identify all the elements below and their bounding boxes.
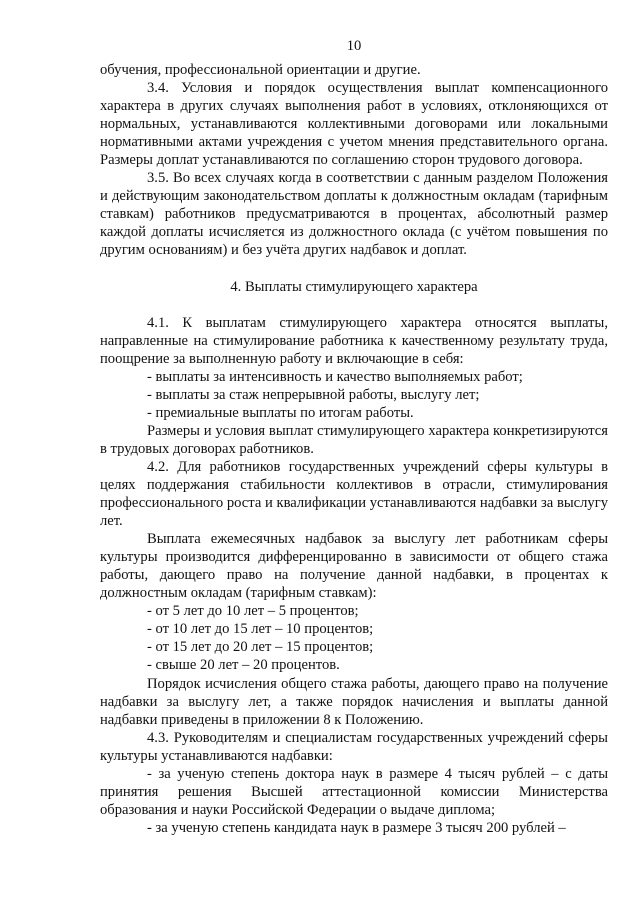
paragraph: Выплата ежемесячных надбавок за выслугу лет работникам сферы культуры производится дифференцированно в зависимости от общего стажа работы, дающего право на получение данной надбавки, в процентах к должностным окладам (тарифным ставкам):	[100, 531, 608, 602]
paragraph-3-4: 3.4. Условия и порядок осуществления выплат компенсационного характера в других случаях выполнения работ в условиях, отклоняющихся от нормальных, устанавливаются коллективными договорами или локальными нормативными актами учреждения с учетом мнения представительного органа. Размеры доплат устанавливаются по соглашению сторон трудового договора.	[100, 80, 608, 169]
page-number: 10	[346, 38, 362, 54]
paragraph: обучения, профессиональной ориентации и другие.	[100, 62, 421, 78]
paragraph: Размеры и условия выплат стимулирующего характера конкретизируются в трудовых договорах работников.	[100, 422, 608, 457]
list-item: - от 5 лет до 10 лет – 5 процентов;	[147, 603, 359, 620]
section-4-body	[100, 314, 608, 837]
list-item: - за ученую степень доктора наук в размере 4 тысяч рублей – с даты принятия решения Высшей аттестационной комиссии Министерства образования и науки Российской Федерации о выдаче диплома;	[100, 765, 608, 818]
document-page	[100, 0, 608, 837]
section-3-continued	[100, 61, 608, 260]
list-item: - от 15 лет до 20 лет – 15 процентов;	[147, 639, 374, 656]
section-heading: 4. Выплаты стимулирующего характера	[230, 278, 478, 295]
list-item: - свыше 20 лет – 20 процентов.	[147, 657, 340, 674]
paragraph: Порядок исчисления общего стажа работы, дающего право на получение надбавки за выслугу лет, а также порядок начисления и выплаты данной надбавки приведены в приложении 8 к Положению.	[100, 675, 608, 728]
paragraph-4-1: 4.1. К выплатам стимулирующего характера относятся выплаты, направленные на стимулирование работника к качественному результату труда, поощрение за выполненную работу и включающие в себя:	[100, 314, 608, 367]
paragraph-4-2: 4.2. Для работников государственных учреждений сферы культуры в целях поддержания стабильности коллективов в отрасли, стимулирования профессионального роста и квалификации устанавливаются надбавки за выслугу лет.	[100, 458, 608, 530]
list-item: - выплаты за интенсивность и качество выполняемых работ;	[147, 368, 523, 385]
paragraph-4-3: 4.3. Руководителям и специалистам государственных учреждений сферы культуры устанавливаются надбавки:	[100, 729, 608, 764]
list-item: - за ученую степень кандидата наук в размере 3 тысяч 200 рублей –	[147, 819, 566, 836]
list-item: - от 10 лет до 15 лет – 10 процентов;	[147, 621, 374, 638]
list-item: - выплаты за стаж непрерывной работы, выслугу лет;	[147, 386, 480, 403]
paragraph-3-5: 3.5. Во всех случаях когда в соответствии с данным разделом Положения и действующим законодательством доплаты к должностным окладам (тарифным ставкам) работников предусматриваются в процентах, абсолютный размер каждой доплаты исчисляется из должностного оклада (с учётом повышения по другим основаниям) и без учёта других надбавок и доплат.	[100, 170, 608, 259]
list-item: - премиальные выплаты по итогам работы.	[147, 404, 414, 421]
